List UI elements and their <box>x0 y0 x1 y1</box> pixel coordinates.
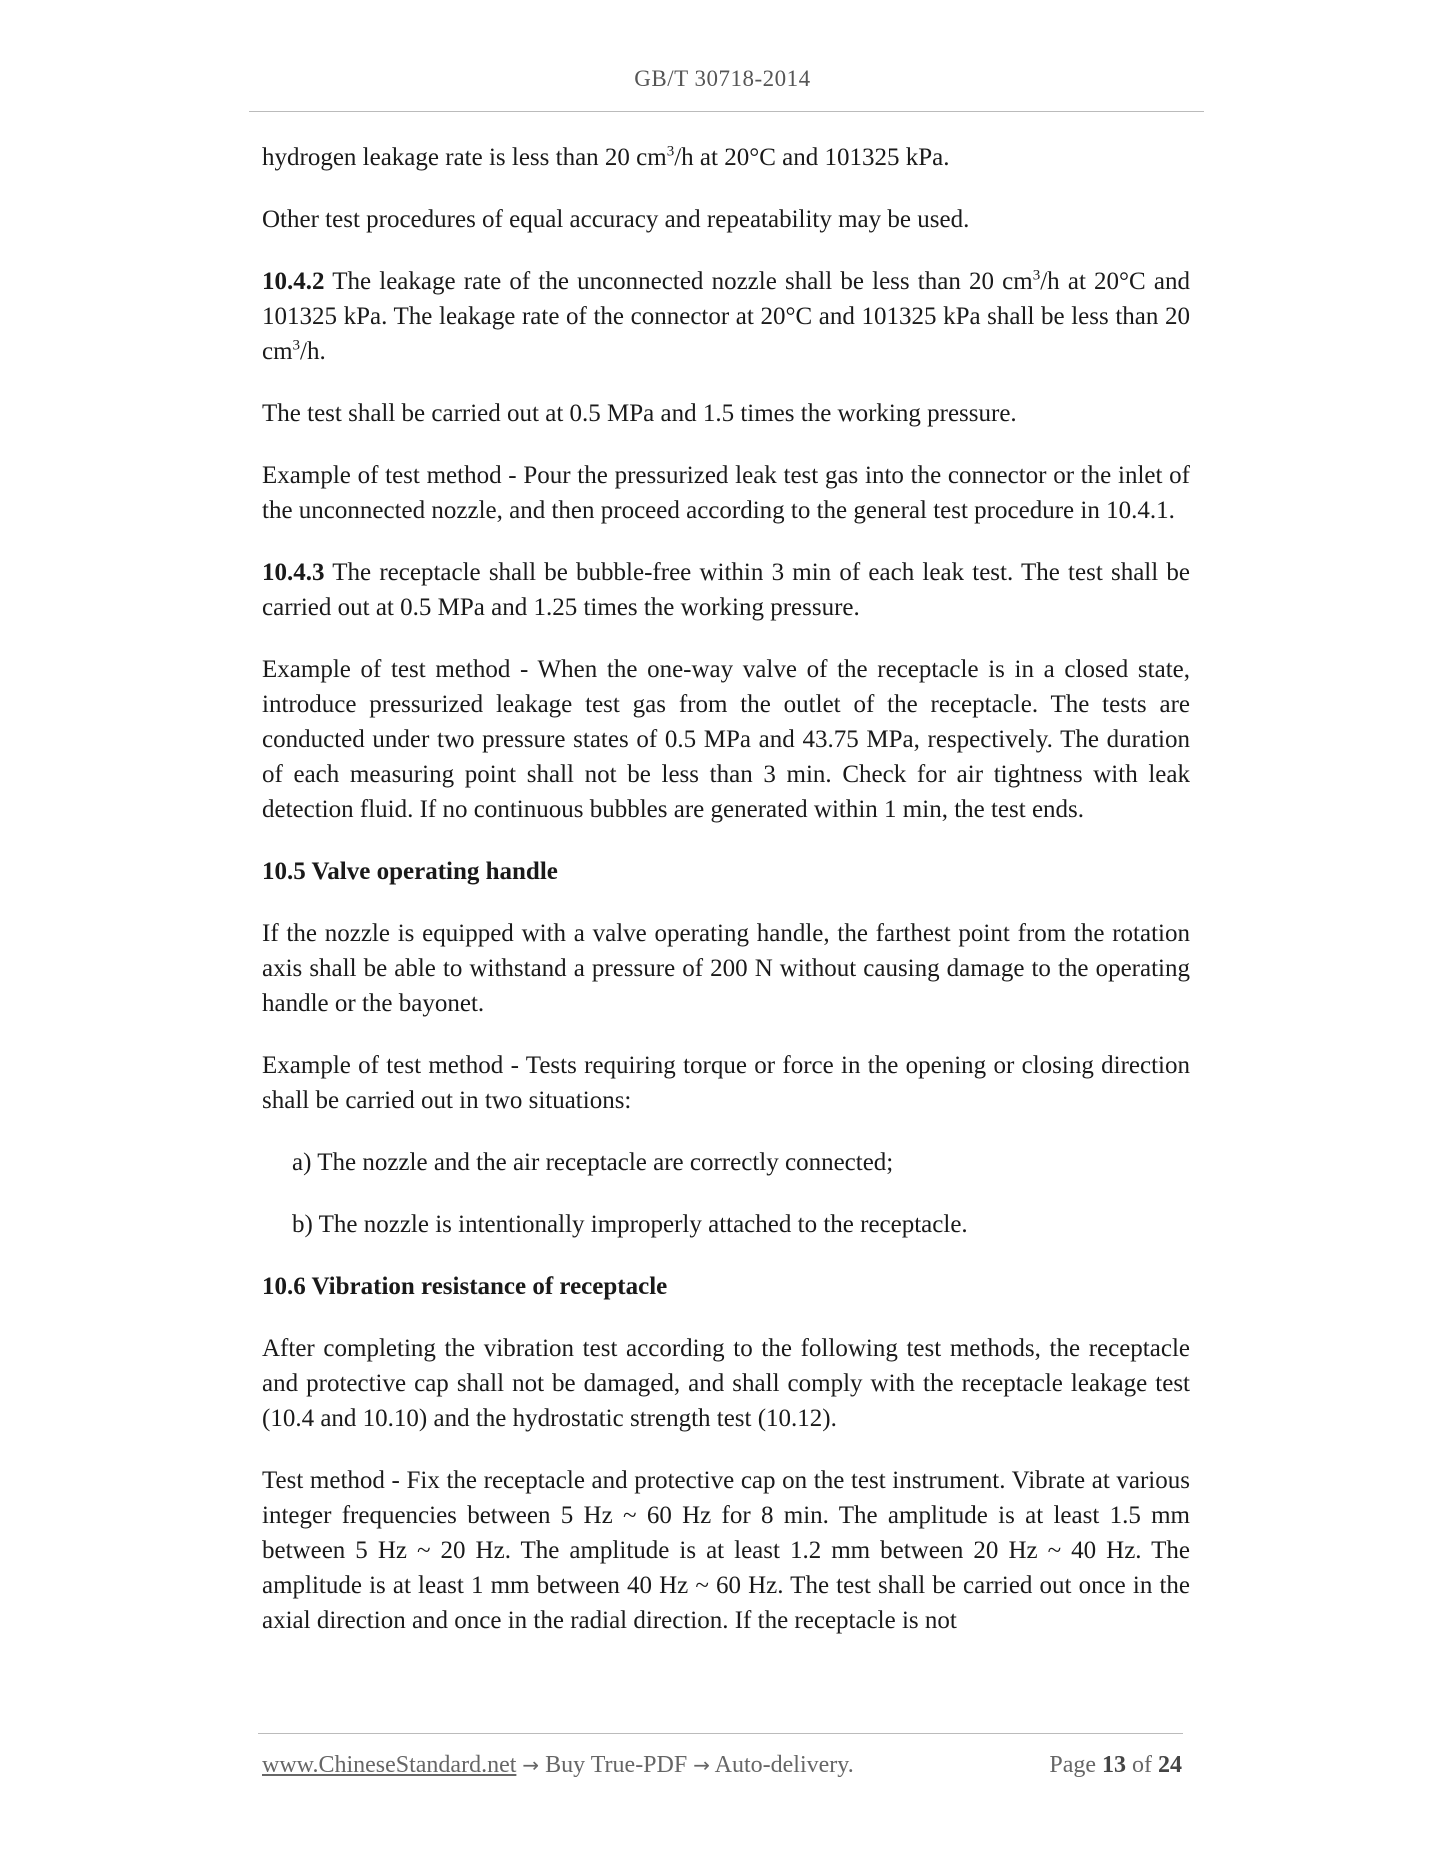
list-item-b: b) The nozzle is intentionally improperly attached to the receptacle. <box>292 1211 968 1238</box>
footer-divider <box>258 1733 1183 1734</box>
page-current: 13 <box>1102 1752 1126 1778</box>
page-footer <box>262 1752 1182 1779</box>
auto-delivery-text: Auto-delivery. <box>709 1752 854 1778</box>
text-segment: /h at 20°C and 101325 kPa. The leakage rate of the connector at 20°C and 101325 kPa shall be less than 20 cm <box>262 268 1190 365</box>
clause-number: 10.4.3 <box>262 559 325 586</box>
page-number <box>1049 1752 1182 1779</box>
section-heading-10-5: 10.5 Valve operating handle <box>262 858 558 885</box>
paragraph-vibration: After completing the vibration test according to the following test methods, the receptacle and protective cap shall not be damaged, and shall comply with the receptacle leakage test (10.4 and 10.10) and the hydrostatic strength test (10.12). <box>262 1335 1190 1432</box>
superscript: 3 <box>1032 267 1041 284</box>
page-label: Page <box>1049 1752 1102 1778</box>
paragraph-test-pressure: The test shall be carried out at 0.5 MPa and 1.5 times the working pressure. <box>262 400 1017 427</box>
page-of: of <box>1126 1752 1158 1778</box>
arrow-right-icon: → <box>522 1753 540 1777</box>
superscript: 3 <box>292 337 301 354</box>
website-link[interactable]: www.ChineseStandard.net <box>262 1752 517 1778</box>
paragraph-example-receptacle: Example of test method - When the one-way valve of the receptacle is in a closed state, introduce pressurized leakage test gas from the outlet of the receptacle. The tests are conducted under two pressure states of 0.5 MPa and 43.75 MPa, respectively. The duration of each measuring point shall not be less than 3 min. Check for air tightness with leak detection fluid. If no continuous bubbles are generated within 1 min, the test ends. <box>262 656 1190 823</box>
paragraph-test-method-vibration: Test method - Fix the receptacle and protective cap on the test instrument. Vibrate at various integer frequencies between 5 Hz ~ 60 Hz for 8 min. The amplitude is at least 1.5 mm between 5 Hz ~ 20 Hz. The amplitude is at least 1.2 mm between 20 Hz ~ 40 Hz. The amplitude is at least 1 mm between 40 Hz ~ 60 Hz. The test shall be carried out once in the axial direction and once in the radial direction. If the receptacle is not <box>262 1467 1190 1634</box>
superscript: 3 <box>666 143 675 160</box>
header-divider <box>249 111 1204 112</box>
section-heading-10-6: 10.6 Vibration resistance of receptacle <box>262 1273 668 1300</box>
buy-pdf-text: Buy True-PDF <box>539 1752 694 1778</box>
document-code-header: GB/T 30718-2014 <box>634 66 811 91</box>
arrow-right-icon: → <box>693 1753 710 1777</box>
clause-10-4-3 <box>262 555 1190 625</box>
page-total: 24 <box>1158 1752 1182 1778</box>
paragraph-valve-handle: If the nozzle is equipped with a valve operating handle, the farthest point from the rotation axis shall be able to withstand a pressure of 200 N without causing damage to the operating handle or the bayonet. <box>262 920 1190 1017</box>
paragraph-hydrogen-leakage <box>262 140 1190 175</box>
paragraph-other-procedures: Other test procedures of equal accuracy and repeatability may be used. <box>262 206 970 233</box>
text-segment: The receptacle shall be bubble-free within 3 min of each leak test. The test shall be carried out at 0.5 MPa and 1.25 times the working pressure. <box>262 559 1190 621</box>
paragraph-example-nozzle: Example of test method - Pour the pressurized leak test gas into the connector or the inlet of the unconnected nozzle, and then proceed according to the general test procedure in 10.4.1. <box>262 462 1190 524</box>
document-body <box>262 140 1190 1665</box>
text-segment: /h at 20°C and 101325 kPa. <box>674 144 950 171</box>
text-segment: hydrogen leakage rate is less than 20 cm <box>262 144 667 171</box>
text-segment: /h. <box>300 338 326 365</box>
clause-10-4-2 <box>262 264 1190 369</box>
clause-number: 10.4.2 <box>262 268 325 295</box>
list-item-a: a) The nozzle and the air receptacle are correctly connected; <box>292 1149 894 1176</box>
paragraph-example-torque: Example of test method - Tests requiring torque or force in the opening or closing direction shall be carried out in two situations: <box>262 1052 1190 1114</box>
text-segment: The leakage rate of the unconnected nozzle shall be less than 20 cm <box>324 268 1033 295</box>
